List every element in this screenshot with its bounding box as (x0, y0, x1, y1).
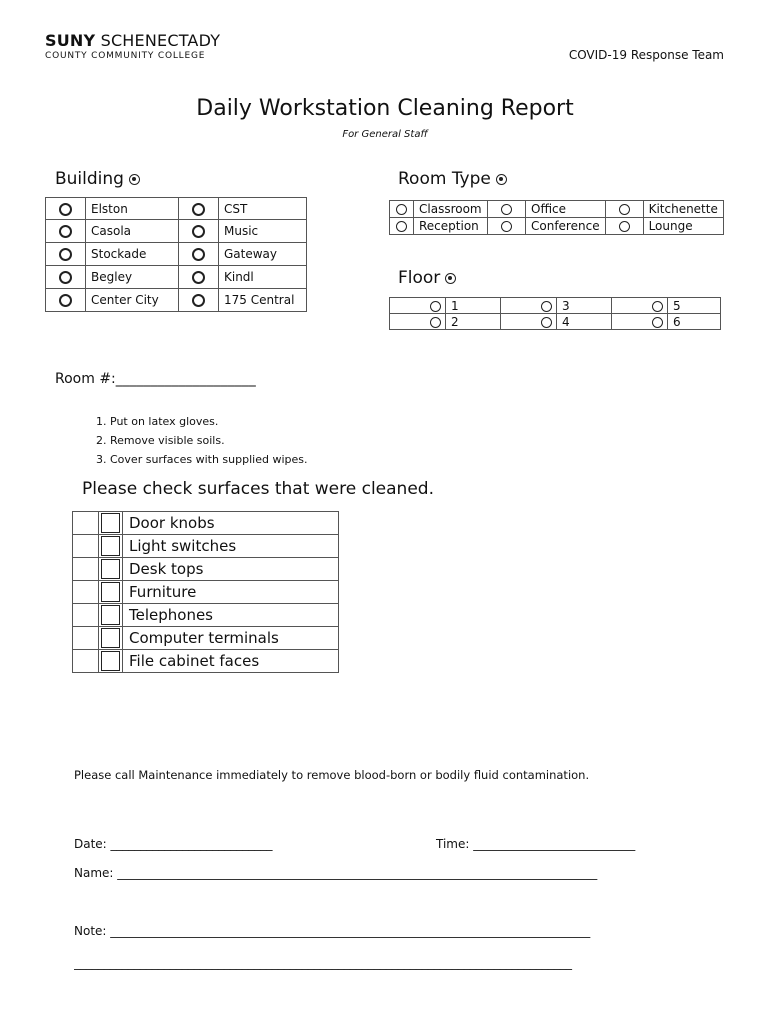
surface-checkbox-cell (99, 512, 123, 535)
page-subtitle: For General Staff (342, 129, 428, 140)
room-type-table (389, 200, 724, 235)
surface-spacer-cell (73, 512, 99, 535)
room-type-option-cell (390, 218, 414, 235)
surface-row (73, 627, 339, 650)
floor-option-radio-icon[interactable] (541, 301, 552, 312)
surface-checkbox-cell (99, 581, 123, 604)
surface-row (73, 558, 339, 581)
floor-table (389, 297, 721, 330)
surface-label: Computer terminals (123, 627, 339, 650)
room-type-option-radio-icon[interactable] (619, 204, 630, 215)
floor-option-radio-icon[interactable] (430, 301, 441, 312)
logo-schenectady: SCHENECTADY (95, 31, 221, 50)
room-type-option-radio-icon[interactable] (501, 221, 512, 232)
building-option-label: Gateway (219, 243, 307, 266)
building-option-label: 175 Central (219, 289, 307, 312)
building-row (46, 243, 307, 266)
floor-row (390, 298, 721, 314)
building-option-radio-icon[interactable] (192, 294, 205, 307)
date-field[interactable]: Date: ___________________________ (74, 837, 273, 851)
floor-option-radio-icon[interactable] (652, 301, 663, 312)
room-type-label-text: Room Type (398, 169, 491, 189)
surface-row (73, 512, 339, 535)
room-type-option-cell (605, 218, 643, 235)
building-option-cell (46, 289, 86, 312)
building-option-radio-icon[interactable] (59, 271, 72, 284)
floor-option-radio-icon[interactable] (652, 317, 663, 328)
college-logo (45, 31, 220, 50)
building-option-label: Elston (86, 198, 179, 220)
room-type-option-label: Reception (414, 218, 488, 235)
surface-spacer-cell (73, 627, 99, 650)
surface-label: Telephones (123, 604, 339, 627)
surface-spacer-cell (73, 581, 99, 604)
floor-label (398, 268, 456, 288)
building-option-cell (179, 220, 219, 243)
logo-suny: SUNY (45, 31, 96, 50)
surface-row (73, 535, 339, 558)
building-option-radio-icon[interactable] (59, 203, 72, 216)
room-type-option-cell (390, 201, 414, 218)
checklist-heading: Please check surfaces that were cleaned. (82, 479, 434, 499)
building-label-text: Building (55, 169, 124, 189)
floor-option-label: 2 (446, 314, 501, 330)
room-type-option-cell (605, 201, 643, 218)
building-option-cell (46, 220, 86, 243)
surface-checkbox[interactable] (101, 536, 120, 556)
surface-checkbox[interactable] (101, 651, 120, 671)
floor-option-cell (612, 314, 668, 330)
floor-option-label: 5 (668, 298, 721, 314)
building-option-label: CST (219, 198, 307, 220)
floor-option-label: 3 (557, 298, 612, 314)
room-type-option-cell (488, 218, 526, 235)
floor-row (390, 314, 721, 330)
building-option-label: Center City (86, 289, 179, 312)
building-table (45, 197, 307, 312)
name-field[interactable]: Name: ________________________________________________________________________________ (74, 866, 598, 880)
floor-option-label: 1 (446, 298, 501, 314)
floor-option-radio-icon[interactable] (541, 317, 552, 328)
room-type-row (390, 218, 724, 235)
building-option-label: Music (219, 220, 307, 243)
building-option-cell (46, 198, 86, 220)
team-name: COVID-19 Response Team (568, 48, 724, 62)
building-option-cell (179, 289, 219, 312)
surface-row (73, 604, 339, 627)
time-field[interactable]: Time: ___________________________ (436, 837, 636, 851)
instruction-step: 1. Put on latex gloves. (110, 412, 307, 431)
building-option-label: Stockade (86, 243, 179, 266)
surface-label: Door knobs (123, 512, 339, 535)
room-type-option-label: Conference (526, 218, 606, 235)
surface-checkbox-cell (99, 627, 123, 650)
surface-row (73, 650, 339, 673)
building-option-radio-icon[interactable] (192, 203, 205, 216)
room-type-option-radio-icon[interactable] (396, 204, 407, 215)
building-option-label: Begley (86, 266, 179, 289)
radio-selected-icon (445, 273, 456, 284)
floor-option-cell (390, 314, 446, 330)
room-type-option-label: Office (526, 201, 606, 218)
surface-checkbox[interactable] (101, 582, 120, 602)
maintenance-notice: Please call Maintenance immediately to remove blood-born or bodily fluid contamination. (74, 768, 590, 782)
room-type-row (390, 201, 724, 218)
room-number-field[interactable]: Room #:____________________ (55, 371, 256, 387)
surface-label: Desk tops (123, 558, 339, 581)
floor-option-label: 6 (668, 314, 721, 330)
building-option-radio-icon[interactable] (192, 248, 205, 261)
surface-label: Light switches (123, 535, 339, 558)
building-row (46, 266, 307, 289)
logo-subtitle: COUNTY COMMUNITY COLLEGE (45, 51, 206, 61)
surface-checkbox-cell (99, 604, 123, 627)
building-option-radio-icon[interactable] (59, 225, 72, 238)
note-field[interactable]: Note: ________________________________________________________________________________ (74, 924, 591, 938)
surface-label: File cabinet faces (123, 650, 339, 673)
surface-checkbox[interactable] (101, 605, 120, 625)
surface-checkbox[interactable] (101, 628, 120, 648)
building-option-cell (179, 266, 219, 289)
surface-row (73, 581, 339, 604)
surface-spacer-cell (73, 604, 99, 627)
room-type-option-label: Kitchenette (643, 201, 723, 218)
room-type-option-radio-icon[interactable] (501, 204, 512, 215)
floor-option-radio-icon[interactable] (430, 317, 441, 328)
surface-checkbox-cell (99, 535, 123, 558)
surface-label: Furniture (123, 581, 339, 604)
surface-spacer-cell (73, 650, 99, 673)
room-type-option-label: Classroom (414, 201, 488, 218)
building-row (46, 198, 307, 220)
instruction-step: 2. Remove visible soils. (110, 431, 307, 450)
surface-checkbox[interactable] (101, 559, 120, 579)
instruction-step: 3. Cover surfaces with supplied wipes. (110, 450, 307, 469)
floor-option-label: 4 (557, 314, 612, 330)
building-option-label: Casola (86, 220, 179, 243)
building-option-cell (46, 243, 86, 266)
floor-option-cell (612, 298, 668, 314)
radio-selected-icon (496, 174, 507, 185)
surface-checkbox-cell (99, 558, 123, 581)
building-row (46, 220, 307, 243)
floor-option-cell (501, 314, 557, 330)
radio-selected-icon (129, 174, 140, 185)
surface-checkbox[interactable] (101, 513, 120, 533)
room-type-option-cell (488, 201, 526, 218)
building-option-cell (179, 198, 219, 220)
floor-label-text: Floor (398, 268, 441, 288)
building-option-radio-icon[interactable] (59, 294, 72, 307)
building-option-radio-icon[interactable] (192, 271, 205, 284)
surface-checkbox-cell (99, 650, 123, 673)
building-row (46, 289, 307, 312)
building-option-cell (46, 266, 86, 289)
floor-option-cell (501, 298, 557, 314)
instruction-list (88, 412, 307, 469)
building-option-radio-icon[interactable] (192, 225, 205, 238)
page-title: Daily Workstation Cleaning Report (196, 96, 574, 121)
surface-spacer-cell (73, 535, 99, 558)
room-type-option-radio-icon[interactable] (619, 221, 630, 232)
building-option-label: Kindl (219, 266, 307, 289)
room-type-option-radio-icon[interactable] (396, 221, 407, 232)
building-label (55, 169, 140, 189)
room-type-label (398, 169, 507, 189)
surfaces-checklist (72, 511, 339, 673)
surface-spacer-cell (73, 558, 99, 581)
room-type-option-label: Lounge (643, 218, 723, 235)
note-line-2[interactable]: ___________________________________________________________________________________ (74, 956, 572, 970)
building-option-cell (179, 243, 219, 266)
floor-option-cell (390, 298, 446, 314)
building-option-radio-icon[interactable] (59, 248, 72, 261)
